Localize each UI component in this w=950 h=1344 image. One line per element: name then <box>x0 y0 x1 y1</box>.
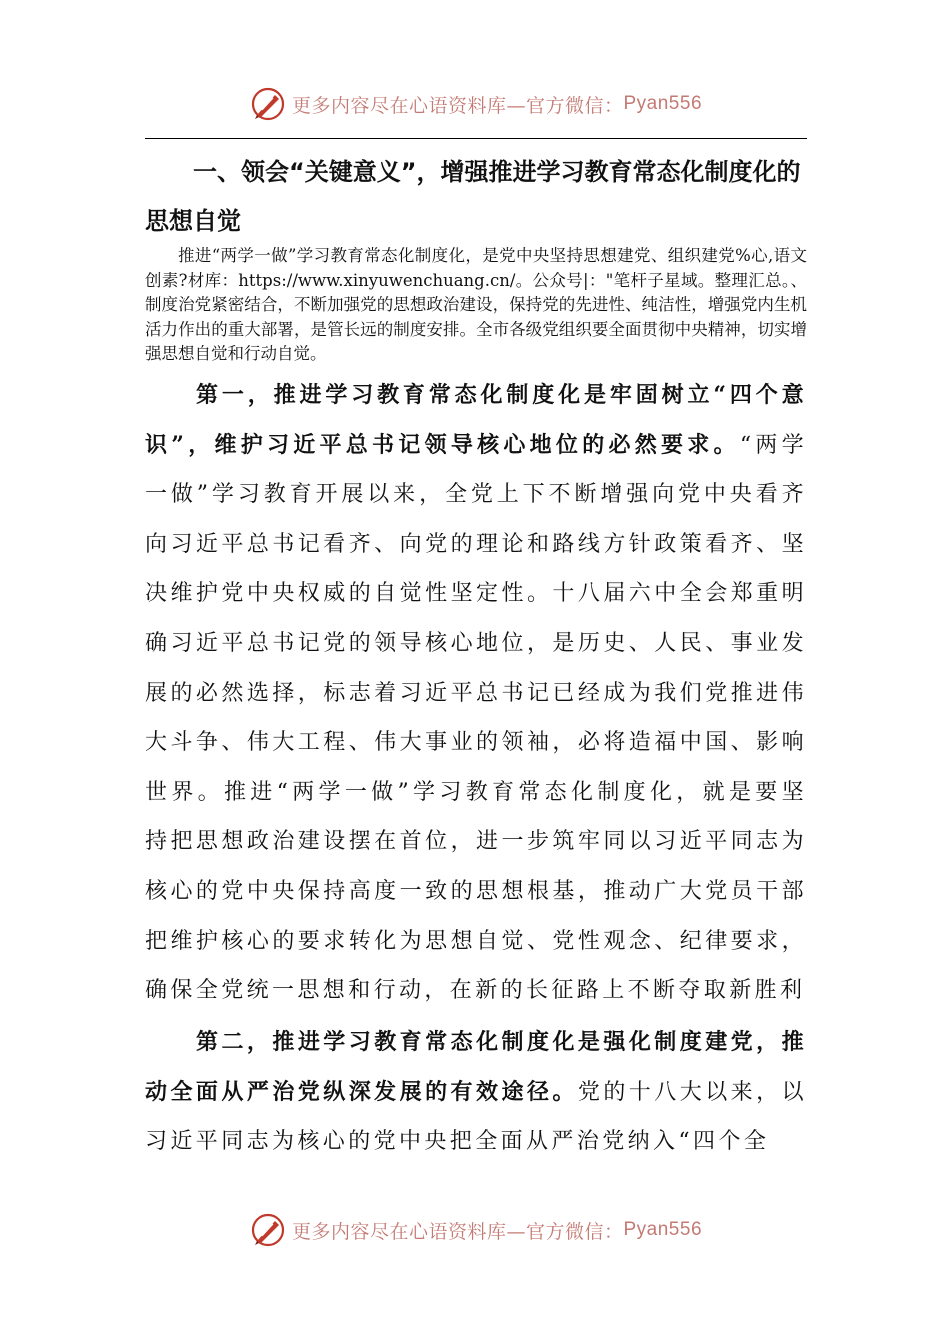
section-heading: 一、领会“关键意义”，增强推进学习教育常态化制度化的思想自觉 <box>145 158 801 235</box>
pen-circle-logo-icon <box>248 84 288 124</box>
paragraph-2-lead: 第二，推进学习教育常态化制度化是强化制度建党，推动全面从严治党纵深发展的有效途径。 <box>145 1029 807 1105</box>
header-watermark-banner <box>0 82 950 126</box>
banner-wechat-id: Pyan556 <box>623 93 703 114</box>
paragraph-2-body: 党的十八大以来，以习近平同志为核心的党中央把全面从严治党纳入“四个全 <box>145 1079 807 1155</box>
body-paragraph-2 <box>145 1018 807 1167</box>
pen-circle-logo-icon <box>248 1210 288 1250</box>
footer-banner-text: 更多内容尽在心语资料库—官方微信： <box>291 1220 624 1243</box>
paragraph-1-lead: 第一，推进学习教育常态化制度化是牢固树立“四个意识”，维护习近平总书记领导核心地位的必然要求。 <box>145 382 807 458</box>
header-divider <box>145 138 807 139</box>
intro-paragraph: 推进“两学一做”学习教育常态化制度化，是党中央坚持思想建党、组织建党%心,语文创素?材库：https://www.xinyuwenchuang.cn/。公众号|："笔杆子星域。整理汇总。、制度治党紧密结合，不断加强党的思想政治建设，保持党的先进性、纯洁性，增强党内生机活力作出的重大部署，是管长远的制度安排。全市各级党组织要全面贯彻中央精神，切实增强思想自觉和行动自觉。 <box>145 246 807 364</box>
footer-banner-wechat-id: Pyan556 <box>623 1219 703 1240</box>
body-paragraph-1 <box>145 371 807 1016</box>
paragraph-1-body: “两学一做”学习教育开展以来，全党上下不断增强向党中央看齐向习近平总书记看齐、向党的理论和路线方针政策看齐、坚决维护党中央权威的自觉性坚定性。十八届六中全会郑重明确习近平总书记党的领导核心地位，是历史、人民、事业发展的必然选择，标志着习近平总书记已经成为我们党推进伟大斗争、伟大工程、伟大事业的领袖，必将造福中国、影响世界。推进“两学一做”学习教育常态化制度化，就是要坚持把思想政治建设摆在首位，进一步筑牢同以习近平同志为核心的党中央保持高度一致的思想根基，推动广大党员干部把维护核心的要求转化为思想自觉、党性观念、纪律要求，确保全党统一思想和行动，在新的长征路上不断夺取新胜利 <box>145 432 807 1004</box>
banner-text: 更多内容尽在心语资料库—官方微信： <box>291 94 624 117</box>
footer-watermark-banner <box>0 1208 950 1252</box>
